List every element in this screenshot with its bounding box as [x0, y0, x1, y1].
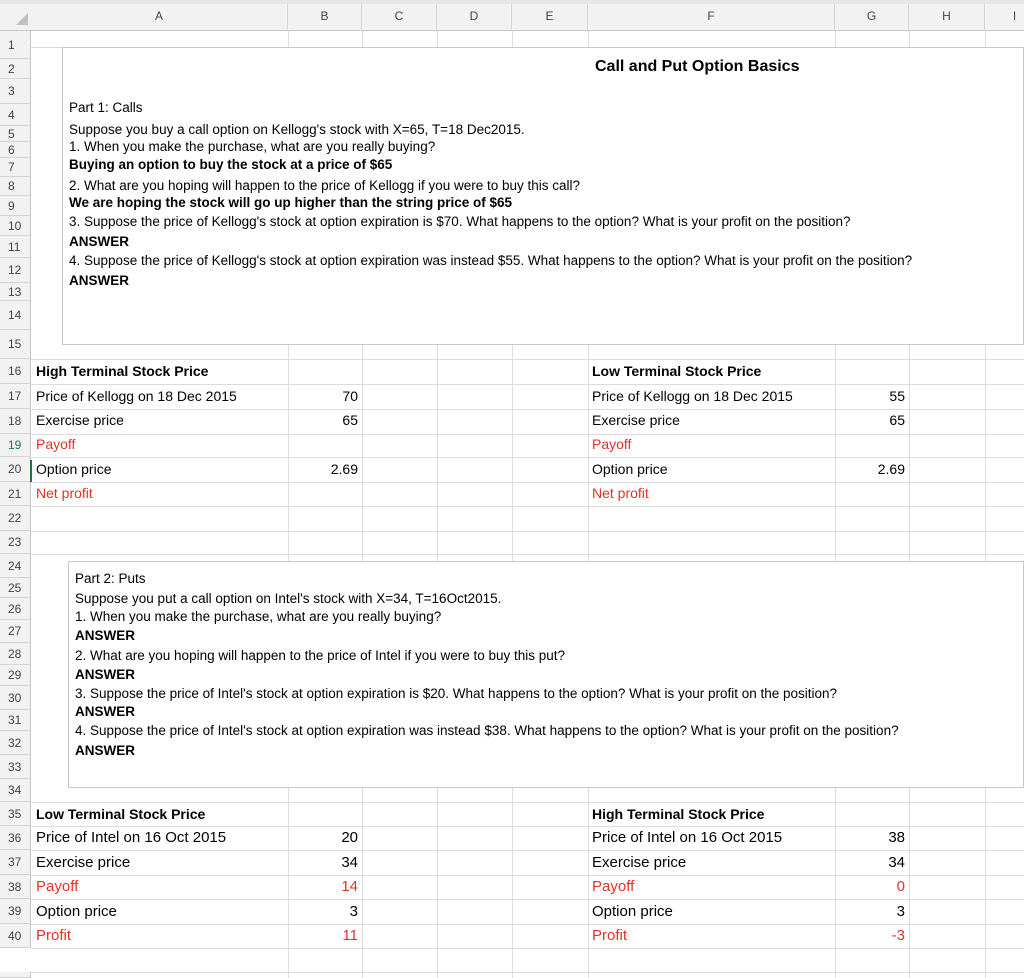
column-header-e[interactable]: E — [512, 4, 588, 31]
grid-vline — [437, 341, 438, 561]
row-header-14[interactable]: 14 — [0, 301, 31, 330]
table1-right-price-label[interactable]: Price of Kellogg on 18 Dec 2015 — [592, 388, 793, 404]
table2-right-price-label[interactable]: Price of Intel on 16 Oct 2015 — [592, 829, 783, 846]
row-header-5[interactable]: 5 — [0, 126, 31, 142]
table1-left-payoff-label[interactable]: Payoff — [36, 436, 76, 452]
table1-left-net-label[interactable]: Net profit — [36, 485, 93, 501]
table1-left-exercise-value[interactable]: 65 — [342, 412, 358, 428]
row-header-9[interactable]: 9 — [0, 196, 31, 216]
row-header-2[interactable]: 2 — [0, 59, 31, 79]
row-header-36[interactable]: 36 — [0, 826, 31, 850]
column-header-h[interactable]: H — [909, 4, 985, 31]
grid-hline — [31, 457, 1024, 458]
select-all-corner[interactable] — [16, 13, 28, 25]
grid-hline — [31, 826, 1024, 827]
column-header-b[interactable]: B — [288, 4, 362, 31]
table2-left-exercise-label[interactable]: Exercise price — [36, 854, 131, 871]
table2-right-payoff-value[interactable]: 0 — [896, 878, 905, 895]
grid-vline — [362, 31, 363, 47]
table2-left-option-label[interactable]: Option price — [36, 903, 117, 920]
row-header-28[interactable]: 28 — [0, 643, 31, 665]
table2-right-option-label[interactable]: Option price — [592, 903, 673, 920]
table2-left-header[interactable]: Low Terminal Stock Price — [36, 806, 206, 822]
row-header-3[interactable]: 3 — [0, 79, 31, 104]
part1-heading: Part 1: Calls — [69, 100, 143, 115]
table1-right-header[interactable]: Low Terminal Stock Price — [592, 363, 762, 379]
grid-hline — [31, 359, 1024, 360]
row-header-21[interactable]: 21 — [0, 482, 31, 506]
table2-right-payoff-label[interactable]: Payoff — [592, 878, 635, 895]
grid-vline — [835, 341, 836, 561]
part2-line: 4. Suppose the price of Intel's stock at option expiration was instead $38. What happens to the option? What is your profit on the position? — [75, 723, 899, 738]
part1-textbox[interactable] — [62, 47, 1024, 345]
row-header-19[interactable]: 19 — [0, 434, 31, 457]
table1-left-header[interactable]: High Terminal Stock Price — [36, 363, 209, 379]
column-header-a[interactable]: A — [31, 4, 288, 31]
grid-vline — [909, 341, 910, 561]
table1-right-exercise-label[interactable]: Exercise price — [592, 412, 680, 428]
grid-vline — [835, 31, 836, 47]
part1-answer: We are hoping the stock will go up higher than the string price of $65 — [69, 195, 513, 210]
table1-right-option-label[interactable]: Option price — [592, 461, 668, 477]
part2-line: 2. What are you hoping will happen to the price of Intel if you were to buy this put? — [75, 648, 566, 663]
table2-left-price-label[interactable]: Price of Intel on 16 Oct 2015 — [36, 829, 227, 846]
table2-right-exercise-label[interactable]: Exercise price — [592, 854, 687, 871]
grid-hline — [31, 850, 1024, 851]
grid-vline — [512, 31, 513, 47]
row-header-25[interactable]: 25 — [0, 578, 31, 598]
row-header-15[interactable]: 15 — [0, 330, 31, 359]
part1-answer: Buying an option to buy the stock at a price of $65 — [69, 157, 393, 172]
part2-answer: ANSWER — [75, 704, 135, 719]
row-header-12[interactable]: 12 — [0, 258, 31, 283]
grid-hline — [31, 434, 1024, 435]
grid-vline — [909, 31, 910, 47]
grid-hline — [31, 506, 1024, 507]
table1-right-net-label[interactable]: Net profit — [592, 485, 649, 501]
row-header-39[interactable]: 39 — [0, 899, 31, 924]
table1-right-payoff-label[interactable]: Payoff — [592, 436, 632, 452]
row-header-8[interactable]: 8 — [0, 177, 31, 196]
row-header-20[interactable]: 20 — [0, 457, 31, 482]
grid-vline — [362, 788, 363, 978]
row-header-30[interactable]: 30 — [0, 686, 31, 710]
table1-left-price-value[interactable]: 70 — [342, 388, 358, 404]
grid-vline — [362, 341, 363, 561]
table2-left-payoff-value[interactable]: 14 — [341, 878, 358, 895]
row-header-17[interactable]: 17 — [0, 384, 31, 409]
table1-right-exercise-value[interactable]: 65 — [889, 412, 905, 428]
row-header-22[interactable]: 22 — [0, 506, 31, 531]
table2-left-price-value[interactable]: 20 — [341, 829, 358, 846]
row-header-13[interactable]: 13 — [0, 283, 31, 301]
grid-vline — [985, 341, 986, 561]
table1-left-price-label[interactable]: Price of Kellogg on 18 Dec 2015 — [36, 388, 237, 404]
row-header-24[interactable]: 24 — [0, 554, 31, 578]
table1-left-exercise-label[interactable]: Exercise price — [36, 412, 124, 428]
row-header-38[interactable]: 38 — [0, 875, 31, 899]
row-header-27[interactable]: 27 — [0, 620, 31, 643]
grid-vline — [437, 31, 438, 47]
table2-left-option-value[interactable]: 3 — [349, 903, 358, 920]
table2-left-payoff-label[interactable]: Payoff — [36, 878, 79, 895]
grid-hline — [31, 409, 1024, 410]
row-header-18[interactable]: 18 — [0, 409, 31, 434]
grid-hline — [31, 948, 1024, 949]
grid-hline — [31, 531, 1024, 532]
row-header-35[interactable]: 35 — [0, 802, 31, 826]
part1-line: 4. Suppose the price of Kellogg's stock at option expiration was instead $55. What happens to the option? What is your profit on the position? — [69, 253, 913, 268]
table2-right-header[interactable]: High Terminal Stock Price — [592, 806, 765, 822]
row-header-31[interactable]: 31 — [0, 710, 31, 731]
table1-right-option-value[interactable]: 2.69 — [877, 461, 905, 477]
grid-hline — [31, 554, 1024, 555]
active-cell-indicator — [30, 460, 32, 482]
part2-textbox[interactable] — [68, 561, 1024, 788]
grid-hline — [31, 482, 1024, 483]
grid-vline — [588, 341, 589, 561]
table1-left-option-value[interactable]: 2.69 — [330, 461, 358, 477]
grid-hline — [31, 899, 1024, 900]
grid-hline — [31, 875, 1024, 876]
row-header-37[interactable]: 37 — [0, 850, 31, 875]
row-header-10[interactable]: 10 — [0, 216, 31, 236]
grid-vline — [288, 31, 289, 47]
grid-vline — [588, 31, 589, 47]
column-header-d[interactable]: D — [437, 4, 512, 31]
row-header-23[interactable]: 23 — [0, 531, 31, 554]
part1-line: 1. When you make the purchase, what are you really buying? — [69, 139, 436, 154]
table1-right-price-value[interactable]: 55 — [889, 388, 905, 404]
part1-line: 3. Suppose the price of Kellogg's stock at option expiration is $70. What happens to the option? What is your profit on the position? — [69, 214, 851, 229]
part1-line: Suppose you buy a call option on Kellogg's stock with X=65, T=18 Dec2015. — [69, 122, 525, 137]
part2-line: 1. When you make the purchase, what are you really buying? — [75, 609, 442, 624]
grid-vline — [909, 788, 910, 978]
grid-hline — [31, 972, 1024, 973]
row-header-16[interactable]: 16 — [0, 359, 31, 384]
part2-answer: ANSWER — [75, 743, 135, 758]
row-header-34[interactable]: 34 — [0, 779, 31, 802]
part2-answer: ANSWER — [75, 628, 135, 643]
part2-line: Suppose you put a call option on Intel's stock with X=34, T=16Oct2015. — [75, 591, 502, 606]
part1-answer: ANSWER — [69, 234, 129, 249]
grid-hline — [31, 802, 1024, 803]
grid-hline — [31, 384, 1024, 385]
row-header-40[interactable]: 40 — [0, 924, 31, 948]
row-header-4[interactable]: 4 — [0, 104, 31, 126]
grid-vline — [588, 788, 589, 978]
grid-vline — [985, 31, 986, 47]
row-header-11[interactable]: 11 — [0, 236, 31, 258]
table2-left-profit-value[interactable]: 11 — [342, 927, 358, 944]
table2-right-profit-label[interactable]: Profit — [592, 927, 628, 944]
row-header-6[interactable]: 6 — [0, 142, 31, 158]
column-header-i[interactable]: I — [985, 4, 1024, 31]
part1-answer: ANSWER — [69, 273, 129, 288]
row-header-26[interactable]: 26 — [0, 598, 31, 620]
grid-vline — [985, 788, 986, 978]
grid-hline — [31, 924, 1024, 925]
part2-line: 3. Suppose the price of Intel's stock at option expiration is $20. What happens to the option? What is your profit on the position? — [75, 686, 838, 701]
row-header-32[interactable]: 32 — [0, 731, 31, 755]
table2-right-profit-value[interactable]: -3 — [891, 927, 905, 944]
grid-vline — [512, 788, 513, 978]
column-header-g[interactable]: G — [835, 4, 909, 31]
row-header-33[interactable]: 33 — [0, 755, 31, 779]
table2-right-option-value[interactable]: 3 — [896, 903, 905, 920]
table2-right-price-value[interactable]: 38 — [888, 829, 905, 846]
row-header-41 — [0, 972, 31, 978]
table1-left-option-label[interactable]: Option price — [36, 461, 112, 477]
grid-vline — [288, 341, 289, 561]
column-header-f[interactable]: F — [588, 4, 835, 31]
table2-left-profit-label[interactable]: Profit — [36, 927, 72, 944]
grid-vline — [512, 341, 513, 561]
row-header-7[interactable]: 7 — [0, 158, 31, 177]
part2-answer: ANSWER — [75, 667, 135, 682]
part1-line: 2. What are you hoping will happen to the price of Kellogg if you were to buy this call? — [69, 178, 581, 193]
part2-heading: Part 2: Puts — [75, 571, 146, 586]
table2-right-exercise-value[interactable]: 34 — [888, 854, 905, 871]
grid-vline — [437, 788, 438, 978]
table2-left-exercise-value[interactable]: 34 — [341, 854, 358, 871]
row-header-29[interactable]: 29 — [0, 665, 31, 686]
column-header-c[interactable]: C — [362, 4, 437, 31]
sheet-title: Call and Put Option Basics — [595, 58, 800, 75]
row-header-1[interactable]: 1 — [0, 31, 31, 59]
